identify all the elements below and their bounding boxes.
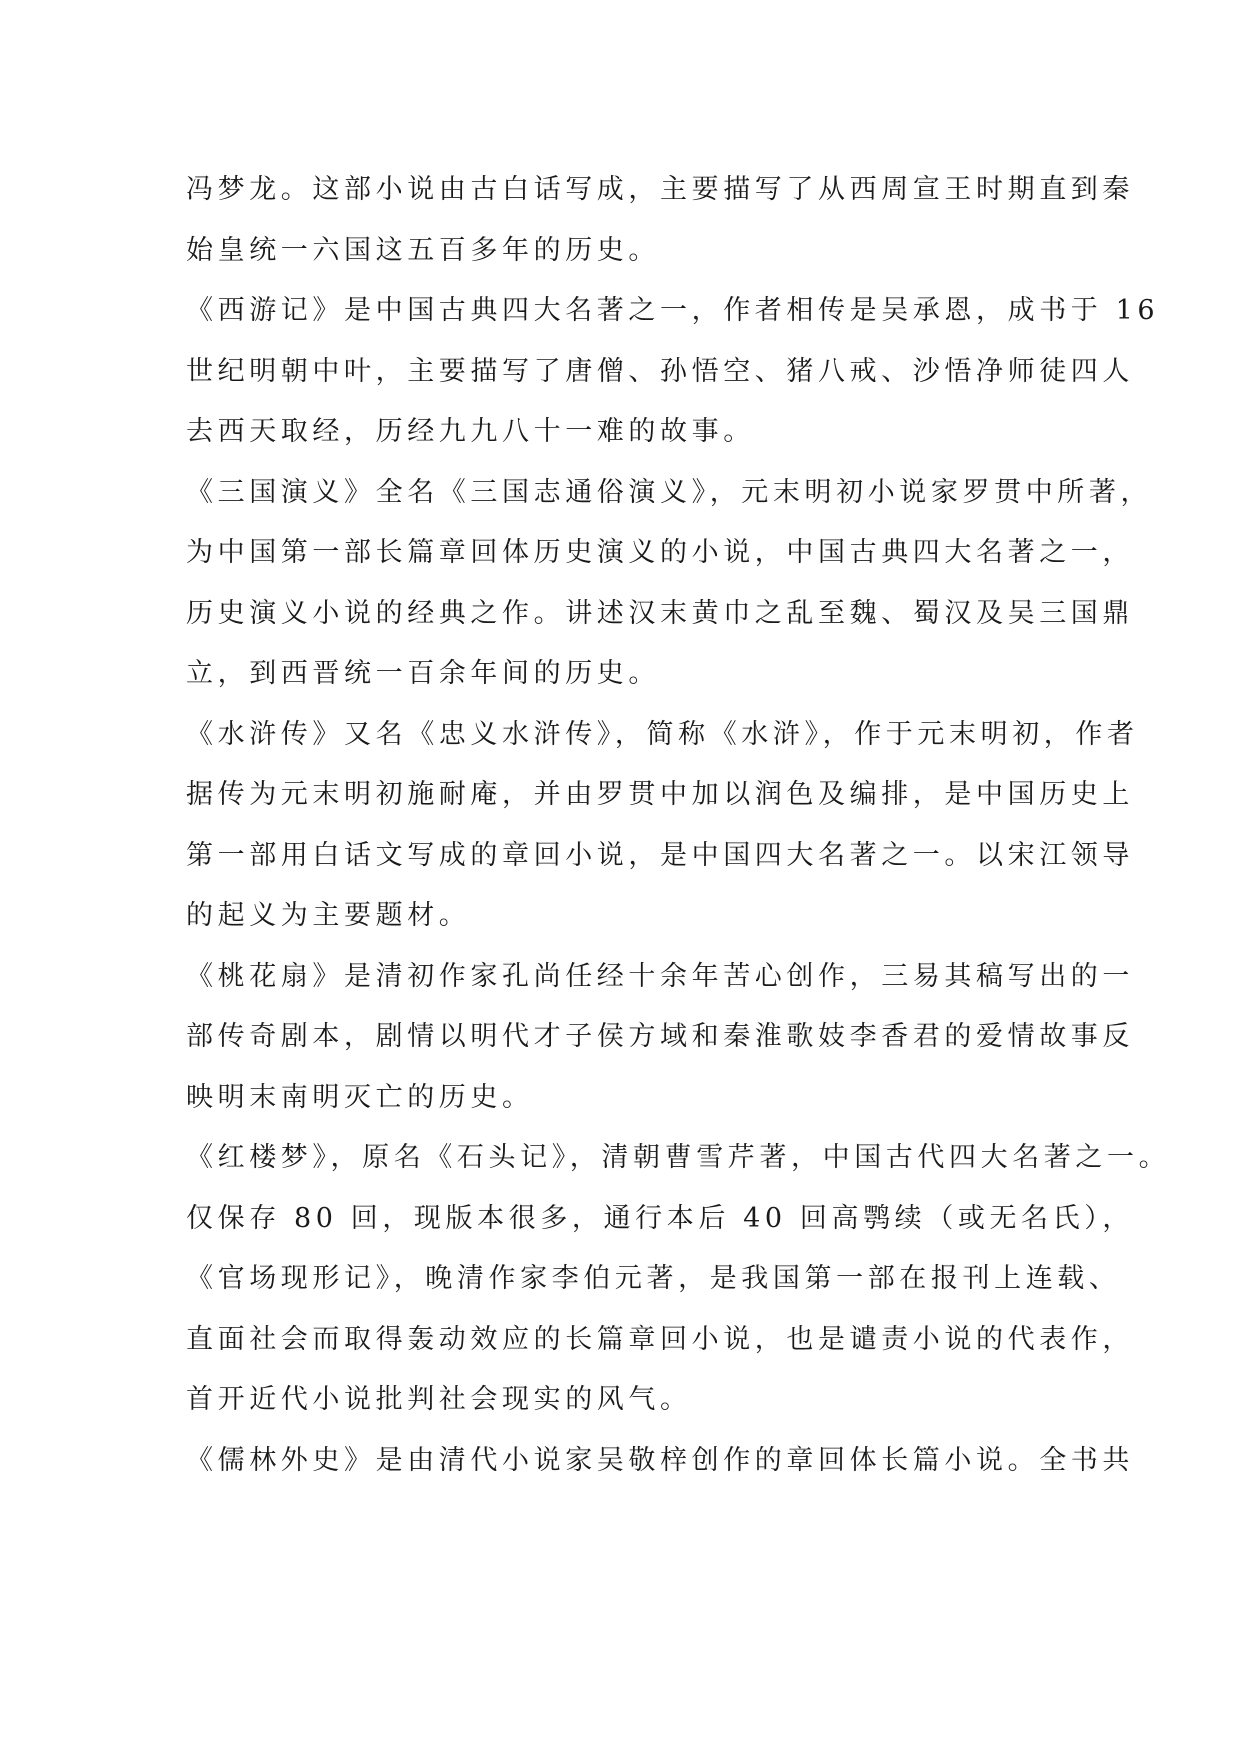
text-line: 部传奇剧本，剧情以明代才子侯方域和秦淮歌妓李香君的爱情故事反 (186, 1021, 1134, 1052)
text-line: 首开近代小说批判社会现实的风气。 (186, 1384, 692, 1415)
text-line: 据传为元末明初施耐庵，并由罗贯中加以润色及编排，是中国历史上 (186, 779, 1134, 810)
text-line: 为中国第一部长篇章回体历史演义的小说，中国古典四大名著之一， (186, 537, 1134, 568)
text-line: 世纪明朝中叶，主要描写了唐僧、孙悟空、猪八戒、沙悟净师徒四人 (186, 355, 1134, 387)
text-line: 历史演义小说的经典之作。讲述汉末黄巾之乱至魏、蜀汉及吴三国鼎 (186, 597, 1134, 629)
text-line: 的起义为主要题材。 (186, 900, 471, 931)
body-text (186, 160, 1171, 1491)
text-line: 第一部用白话文写成的章回小说，是中国四大名著之一。以宋江领导 (186, 839, 1134, 871)
text-line: 立，到西晋统一百余年间的历史。 (186, 658, 660, 689)
text-line: 《水浒传》又名《忠义水浒传》，简称《水浒》，作于元末明初，作者 (186, 718, 1139, 750)
text-line: 直面社会而取得轰动效应的长篇章回小说，也是谴责小说的代表作， (186, 1323, 1134, 1355)
text-line: 仅保存 80 回，现版本很多，通行本后 40 回高鹗续（或无名氏）， (186, 1202, 1134, 1234)
text-line: 《西游记》是中国古典四大名著之一，作者相传是吴承恩，成书于 16 (186, 295, 1160, 326)
text-line: 《桃花扇》是清初作家孔尚任经十余年苦心创作，三易其稿写出的一 (186, 960, 1134, 992)
text-line: 《三国演义》全名《三国志通俗演义》，元末明初小说家罗贯中所著， (186, 476, 1153, 508)
text-line: 《红楼梦》，原名《石头记》，清朝曹雪芹著，中国古代四大名著之一。 (186, 1142, 1171, 1173)
text-line: 始皇统一六国这五百多年的历史。 (186, 234, 660, 266)
text-line: 《官场现形记》，晚清作家李伯元著，是我国第一部在报刊上连载、 (186, 1263, 1121, 1294)
text-line: 映明末南明灭亡的历史。 (186, 1081, 534, 1113)
text-line: 冯梦龙。这部小说由古白话写成，主要描写了从西周宣王时期直到秦 (186, 174, 1134, 205)
text-line: 去西天取经，历经九九八十一难的故事。 (186, 416, 755, 447)
text-line: 《儒林外史》是由清代小说家吴敬梓创作的章回体长篇小说。全书共 (186, 1444, 1134, 1476)
